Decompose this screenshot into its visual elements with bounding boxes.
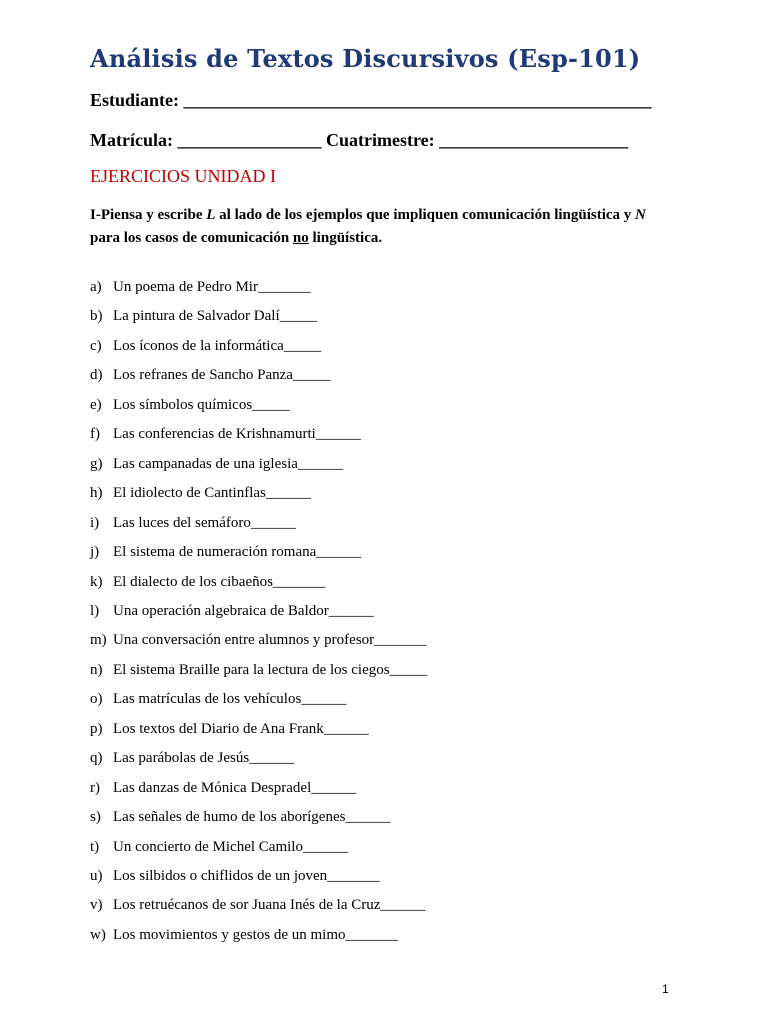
list-item [90, 571, 325, 593]
list-item-marker: h) [90, 485, 103, 502]
list-item-marker: e) [90, 396, 102, 413]
matricula-field: Matrícula: ________________ [90, 130, 322, 150]
list-item [90, 512, 296, 534]
list-item [90, 894, 425, 916]
instruction-letter-n: N [635, 207, 646, 223]
list-item-marker: j) [90, 544, 100, 561]
instruction-letter-l: L [206, 207, 216, 223]
list-item-marker: m) [90, 632, 107, 649]
list-item-text: El idiolecto de Cantinflas______ [113, 485, 311, 502]
list-item-text: Una conversación entre alumnos y profesor_______ [113, 632, 427, 649]
list-item [90, 688, 346, 710]
list-item-text: El sistema Braille para la lectura de los ciegos_____ [113, 661, 428, 678]
list-item-marker: g) [90, 455, 103, 472]
list-item [90, 305, 317, 327]
list-item-text: Las señales de humo de los aborígenes______ [113, 809, 391, 826]
list-item-text: Las matrículas de los vehículos______ [113, 691, 347, 708]
list-item [90, 659, 427, 681]
list-item [90, 335, 321, 357]
list-item-text: Los movimientos y gestos de un mimo_______ [113, 926, 398, 943]
list-item [90, 276, 310, 298]
list-item-text: El dialecto de los cibaeños_______ [113, 573, 326, 590]
list-item-text: Una operación algebraica de Baldor______ [113, 602, 374, 619]
list-item-marker: i) [90, 514, 100, 531]
list-item-marker: w) [90, 926, 106, 943]
list-item-marker: p) [90, 720, 103, 737]
list-item-marker: u) [90, 868, 103, 884]
list-item-marker: n) [90, 661, 103, 678]
instruction-part-1: I-Piensa y escribe [90, 207, 207, 223]
instruction-underlined-no: no [292, 230, 309, 246]
list-item [90, 482, 311, 504]
list-item-text: El sistema de numeración romana______ [113, 544, 362, 561]
list-item-marker: b) [90, 308, 103, 325]
exercise-instruction [90, 204, 650, 250]
list-item-text: Un concierto de Michel Camilo______ [113, 838, 348, 855]
list-item-text: Los refranes de Sancho Panza_____ [113, 367, 331, 384]
list-item-marker: f) [90, 426, 100, 443]
list-item [90, 629, 427, 651]
list-item-text: Un poema de Pedro Mir_______ [113, 279, 311, 295]
list-item-marker: v) [90, 897, 103, 914]
enrollment-row [90, 130, 628, 151]
list-item-marker: l) [90, 602, 100, 619]
list-item-marker: c) [90, 337, 102, 354]
list-item [90, 806, 390, 828]
list-item [90, 600, 374, 622]
list-item-marker: q) [90, 750, 103, 767]
list-item [90, 453, 343, 475]
list-item-marker: k) [90, 573, 103, 590]
list-item-marker: d) [90, 367, 103, 384]
list-item-text: Los símbolos químicos_____ [113, 396, 290, 413]
list-item-text: Los silbidos o chiflidos de un joven_______ [113, 868, 380, 884]
list-item-text: Los textos del Diario de Ana Frank______ [113, 720, 369, 737]
list-item-text: Las danzas de Mónica Despradel______ [113, 779, 357, 796]
list-item-text: Las conferencias de Krishnamurti______ [113, 426, 361, 443]
list-item-marker: a) [90, 279, 102, 295]
instruction-part-2: al lado de los ejemplos que impliquen comunicación lingüística y [215, 207, 636, 223]
student-field [90, 90, 652, 111]
list-item-text: Las campanadas de una iglesia______ [113, 455, 343, 472]
student-label: Estudiante: ____________________________________________________ [90, 90, 652, 110]
list-item [90, 541, 361, 563]
list-item-text: Las parábolas de Jesús______ [113, 750, 295, 767]
list-item-text: Los retruécanos de sor Juana Inés de la Cruz______ [113, 897, 426, 914]
list-item [90, 777, 356, 799]
list-item-marker: r) [90, 779, 100, 796]
list-item [90, 836, 348, 858]
instruction-part-3: para los casos de comunicación [90, 230, 293, 246]
list-item-text: Las luces del semáforo______ [113, 514, 296, 531]
instruction-part-4: lingüística. [308, 230, 383, 246]
list-item-marker: o) [90, 691, 103, 708]
list-item-text: La pintura de Salvador Dalí_____ [113, 308, 318, 325]
list-item [90, 718, 369, 740]
page-title: Análisis de Textos Discursivos (Esp-101) [90, 44, 641, 73]
list-item [90, 865, 380, 887]
list-item [90, 747, 294, 769]
list-item-text: Los íconos de la informática_____ [113, 337, 322, 354]
list-item [90, 394, 290, 416]
section-heading: EJERCICIOS UNIDAD I [90, 166, 276, 186]
list-item-marker: t) [90, 838, 100, 855]
list-item [90, 423, 361, 445]
list-item [90, 364, 330, 386]
page-number: 1 [662, 982, 669, 996]
cuatrimestre-field: Cuatrimestre: _____________________ [325, 130, 629, 150]
list-item [90, 924, 398, 946]
list-item-marker: s) [90, 809, 101, 826]
